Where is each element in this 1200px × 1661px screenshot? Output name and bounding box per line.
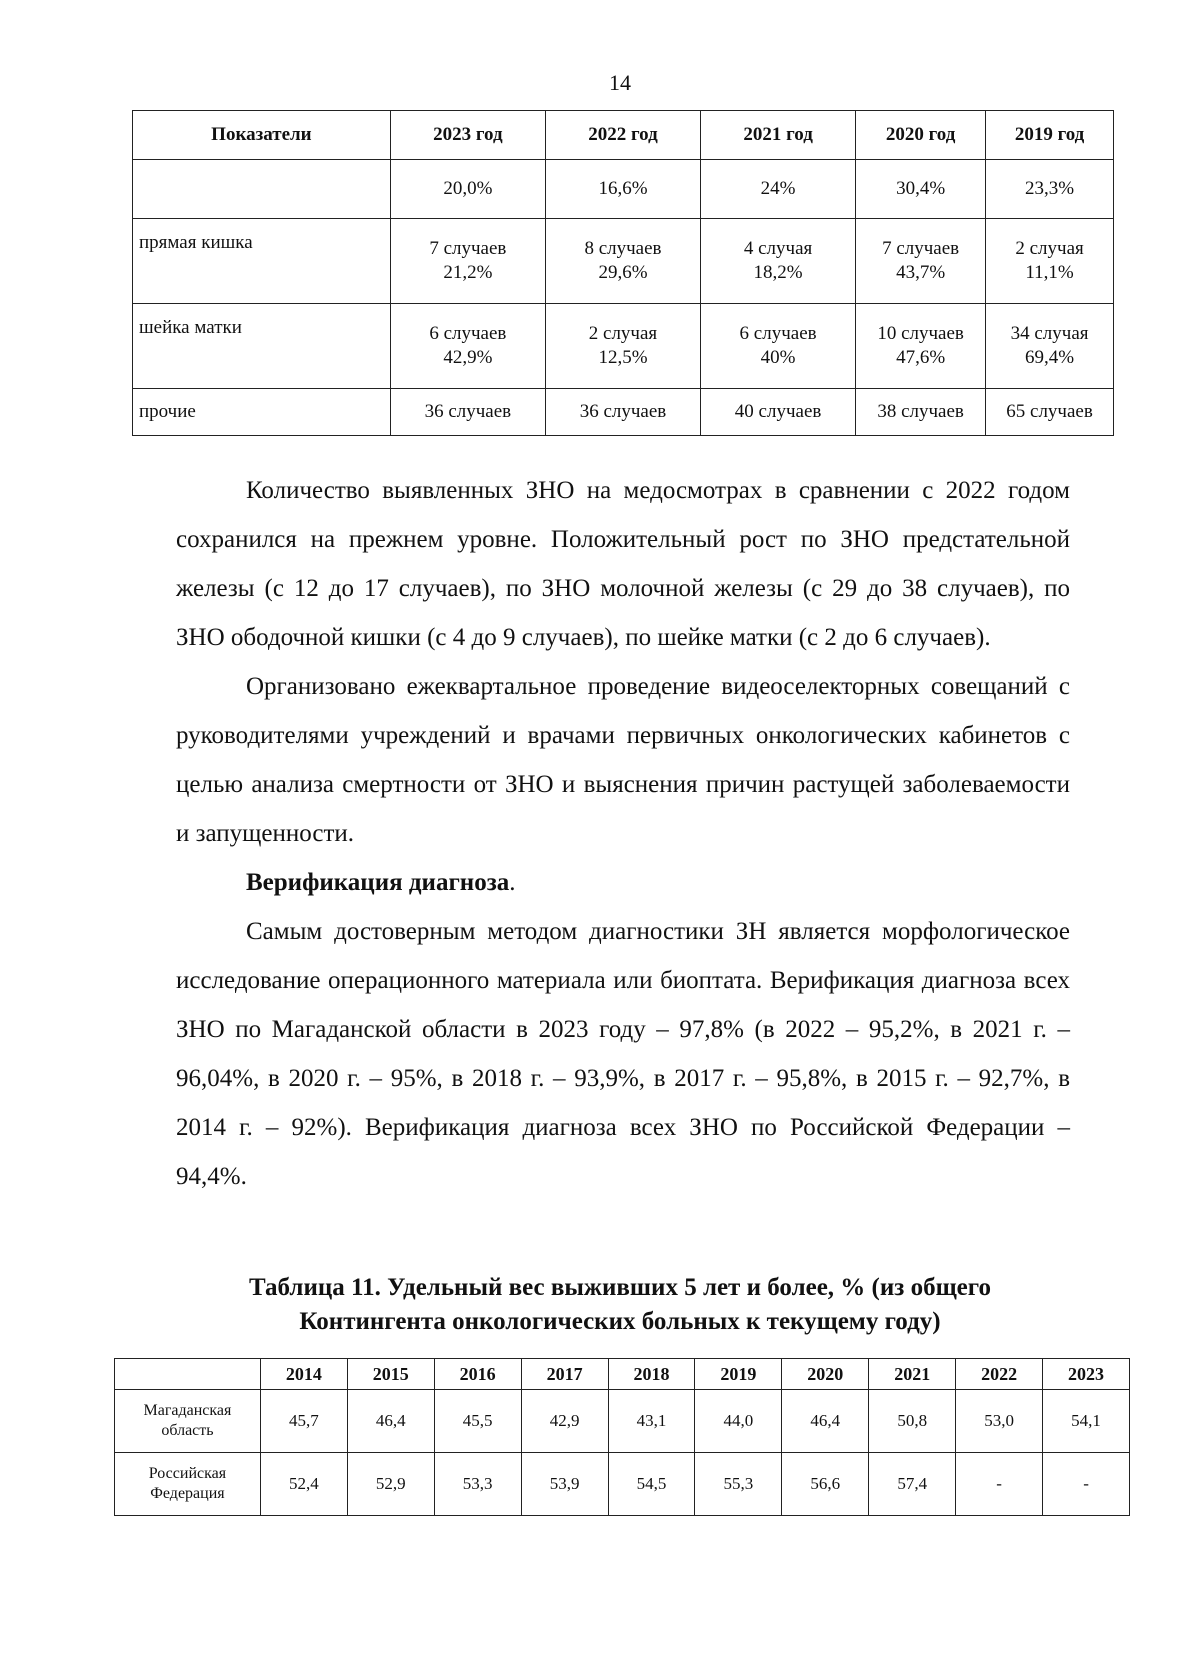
row-label-line: Магаданская bbox=[143, 1402, 232, 1419]
table-row bbox=[115, 1390, 1130, 1453]
table-cell: 54,1 bbox=[1043, 1390, 1130, 1453]
table-cell: 43,1 bbox=[608, 1390, 695, 1453]
heading-period: . bbox=[509, 869, 516, 896]
table-cell bbox=[390, 219, 545, 304]
cell-percent: 18,2% bbox=[753, 262, 803, 283]
table-cell bbox=[701, 160, 856, 219]
row-label-line: Федерация bbox=[150, 1485, 225, 1502]
table-cell: 45,7 bbox=[260, 1390, 347, 1453]
cell-value: 24% bbox=[760, 178, 796, 199]
table-row bbox=[133, 160, 1114, 219]
table-cell: 52,4 bbox=[260, 1453, 347, 1516]
cell-value: 23,3% bbox=[1025, 178, 1075, 199]
cell-count: 34 случая bbox=[1010, 323, 1089, 344]
header-cell: 2022 bbox=[956, 1359, 1043, 1390]
cell-value: 38 случаев bbox=[877, 401, 964, 422]
cell-count: 7 случаев bbox=[429, 238, 507, 259]
table-header-row bbox=[115, 1359, 1130, 1390]
table-cell bbox=[545, 389, 700, 436]
header-cell: 2021 год bbox=[701, 111, 856, 160]
cell-count: 6 случаев bbox=[739, 323, 817, 344]
body-text bbox=[176, 466, 1070, 1201]
paragraph: Количество выявленных ЗНО на медосмотрах в сравнении с 2022 годом сохранился на прежнем уровне. Положительный рост по ЗНО предстательной железы (с 12 до 17 случаев), по ЗНО молочной железы (с 29 до 38 случаев), по ЗНО ободочной кишки (с 4 до 9 случаев), по шейке матки (с 2 до 6 случаев). bbox=[176, 477, 1070, 651]
table-cell bbox=[545, 304, 700, 389]
cell-percent: 42,9% bbox=[443, 347, 493, 368]
table-cell: 53,9 bbox=[521, 1453, 608, 1516]
row-label bbox=[133, 160, 391, 219]
table-cell: 57,4 bbox=[869, 1453, 956, 1516]
cell-count: 8 случаев bbox=[584, 238, 662, 259]
cell-count: 6 случаев bbox=[429, 323, 507, 344]
table-cell: 44,0 bbox=[695, 1390, 782, 1453]
table-cell: - bbox=[1043, 1453, 1130, 1516]
cell-count: 2 случая bbox=[588, 323, 658, 344]
table-cell bbox=[701, 389, 856, 436]
cell-value: 16,6% bbox=[598, 178, 648, 199]
table-cell: 53,0 bbox=[956, 1390, 1043, 1453]
table-cell bbox=[856, 304, 986, 389]
row-label: прямая кишка bbox=[133, 219, 391, 304]
cell-value: 36 случаев bbox=[424, 401, 512, 422]
table-cell bbox=[856, 160, 986, 219]
table-row bbox=[133, 389, 1114, 436]
header-cell: Показатели bbox=[133, 111, 391, 160]
cell-value: 30,4% bbox=[896, 178, 946, 199]
header-cell: 2022 год bbox=[545, 111, 700, 160]
cell-value: 36 случаев bbox=[579, 401, 667, 422]
header-cell bbox=[115, 1359, 261, 1390]
header-cell: 2016 bbox=[434, 1359, 521, 1390]
header-cell: 2023 год bbox=[390, 111, 545, 160]
section-heading bbox=[176, 858, 1070, 907]
cell-percent: 47,6% bbox=[896, 347, 946, 368]
table-row bbox=[115, 1453, 1130, 1516]
cell-percent: 12,5% bbox=[598, 347, 648, 368]
table-cell bbox=[545, 160, 700, 219]
header-cell: 2021 bbox=[869, 1359, 956, 1390]
table-cell: 56,6 bbox=[782, 1453, 869, 1516]
header-cell: 2015 bbox=[347, 1359, 434, 1390]
row-label: прочие bbox=[133, 389, 391, 436]
table-cell bbox=[986, 160, 1114, 219]
table-cell: 46,4 bbox=[347, 1390, 434, 1453]
row-label-line: Российская bbox=[148, 1465, 227, 1482]
header-cell: 2020 bbox=[782, 1359, 869, 1390]
cell-percent: 43,7% bbox=[896, 262, 946, 283]
table-cell: 53,3 bbox=[434, 1453, 521, 1516]
table-cell bbox=[986, 389, 1114, 436]
table-cell bbox=[701, 304, 856, 389]
table-cell: 55,3 bbox=[695, 1453, 782, 1516]
table-header-row bbox=[133, 111, 1114, 160]
table-cell: 46,4 bbox=[782, 1390, 869, 1453]
header-cell: 2014 bbox=[260, 1359, 347, 1390]
indicators-table bbox=[132, 110, 1114, 436]
table-cell: 54,5 bbox=[608, 1453, 695, 1516]
paragraph: Самым достоверным методом диагностики ЗН является морфологическое исследование операционного материала или биоптата. Верификация диагноза всех ЗНО по Магаданской области в 2023 году – 97,8% (в 2022 – 95,2%, в 2021 г. – 96,04%, в 2020 г. – 95%, в 2018 г. – 93,9%, в 2017 г. – 95,8%, в 2015 г. – 92,7%, в 2014 г. – 92%). Верификация диагноза всех ЗНО по Российской Федерации – 94,4%. bbox=[176, 918, 1070, 1190]
row-label bbox=[115, 1453, 261, 1516]
cell-count: 10 случаев bbox=[877, 323, 964, 344]
table-title bbox=[120, 1271, 1120, 1339]
table-row bbox=[133, 304, 1114, 389]
cell-percent: 40% bbox=[760, 347, 796, 368]
header-cell: 2023 bbox=[1043, 1359, 1130, 1390]
header-cell: 2019 год bbox=[986, 111, 1114, 160]
paragraph: Организовано ежеквартальное проведение видеоселекторных совещаний с руководителями учреждений и врачами первичных онкологических кабинетов с целью анализа смертности от ЗНО и выяснения причин растущей заболеваемости и запущенности. bbox=[176, 673, 1070, 847]
cell-count: 4 случая bbox=[743, 238, 813, 259]
row-label: шейка матки bbox=[133, 304, 391, 389]
table-cell bbox=[986, 219, 1114, 304]
row-label-line: область bbox=[161, 1422, 214, 1439]
page-number: 14 bbox=[609, 70, 631, 95]
table-cell bbox=[545, 219, 700, 304]
header-cell: 2018 bbox=[608, 1359, 695, 1390]
survival-table bbox=[114, 1358, 1130, 1516]
cell-percent: 29,6% bbox=[598, 262, 648, 283]
cell-count: 7 случаев bbox=[882, 238, 960, 259]
table-title-line: Таблица 11. Удельный вес выживших 5 лет и более, % (из общего bbox=[248, 1274, 992, 1301]
cell-percent: 11,1% bbox=[1025, 262, 1074, 283]
table-cell: 50,8 bbox=[869, 1390, 956, 1453]
cell-percent: 21,2% bbox=[443, 262, 493, 283]
cell-percent: 69,4% bbox=[1025, 347, 1075, 368]
table-cell bbox=[986, 304, 1114, 389]
table-cell bbox=[856, 389, 986, 436]
table-cell: - bbox=[956, 1453, 1043, 1516]
table-cell bbox=[390, 304, 545, 389]
table-cell bbox=[390, 160, 545, 219]
header-cell: 2019 bbox=[695, 1359, 782, 1390]
cell-count: 2 случая bbox=[1015, 238, 1084, 259]
table-cell bbox=[701, 219, 856, 304]
header-cell: 2020 год bbox=[856, 111, 986, 160]
table-cell: 45,5 bbox=[434, 1390, 521, 1453]
cell-value: 40 случаев bbox=[734, 401, 822, 422]
cell-value: 20,0% bbox=[443, 178, 493, 199]
table-cell bbox=[856, 219, 986, 304]
cell-value: 65 случаев bbox=[1006, 401, 1093, 422]
table-row bbox=[133, 219, 1114, 304]
heading-text: Верификация диагноза bbox=[246, 869, 510, 896]
row-label bbox=[115, 1390, 261, 1453]
table-cell: 42,9 bbox=[521, 1390, 608, 1453]
table-title-line: Контингента онкологических больных к текущему году) bbox=[299, 1308, 941, 1335]
header-cell: 2017 bbox=[521, 1359, 608, 1390]
table-cell: 52,9 bbox=[347, 1453, 434, 1516]
table-cell bbox=[390, 389, 545, 436]
